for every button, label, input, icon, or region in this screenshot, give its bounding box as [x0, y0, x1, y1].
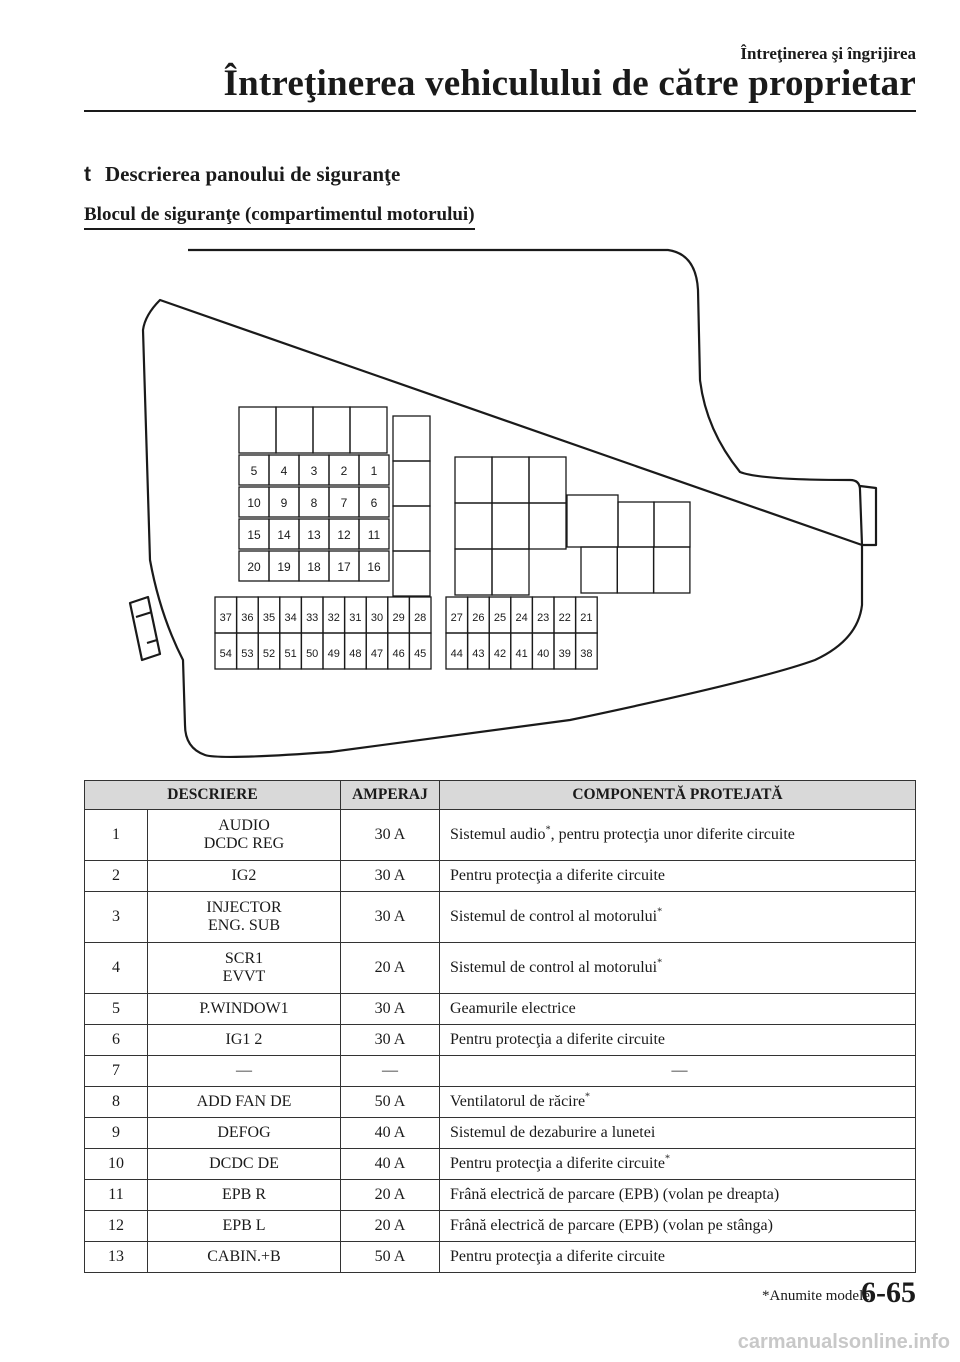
fuse-label: 13	[307, 528, 321, 542]
protected-component	[440, 1087, 916, 1118]
relay-slot	[492, 457, 529, 503]
fuse-label: 46	[392, 648, 405, 660]
table-row	[85, 1025, 916, 1056]
description-line: DEFOG	[217, 1124, 271, 1141]
fuse-label: 33	[306, 612, 319, 624]
fuse-label: 42	[493, 648, 507, 660]
fuse-label: 53	[241, 648, 254, 660]
fuse-description	[148, 892, 341, 943]
fuse-number: 4	[85, 943, 148, 994]
relay-slot	[617, 547, 653, 593]
fuse-label: 20	[247, 560, 261, 574]
fuse-label: 24	[515, 612, 528, 624]
footnote-marker: *	[657, 957, 663, 969]
fuse-label: 7	[340, 496, 348, 510]
table-row	[85, 943, 916, 994]
table-row	[85, 1180, 916, 1211]
page-number: 6-65	[861, 1276, 916, 1309]
fuse-labels	[220, 464, 593, 660]
fuse-label: 4	[280, 464, 288, 478]
fuse-label: 27	[450, 612, 463, 624]
relay-slot	[239, 407, 276, 453]
fuse-label: 19	[277, 560, 291, 574]
table-row	[85, 1087, 916, 1118]
footnote-marker: *	[665, 1153, 671, 1165]
table-row	[85, 1242, 916, 1273]
relay-slot	[654, 547, 690, 593]
component-text: Pentru protecţia a diferite circuite	[450, 1031, 666, 1048]
description-line: SCR1	[224, 950, 264, 967]
description-line: AUDIO	[218, 817, 270, 834]
relay-slot	[393, 506, 430, 551]
protected-component	[440, 810, 916, 861]
description-line: DCDC REG	[203, 835, 285, 852]
relay-slot	[393, 461, 430, 506]
fuse-label: 28	[414, 612, 427, 624]
component-text: Sistemul de control al motorului	[450, 959, 658, 976]
fuse-label: 45	[414, 648, 427, 660]
fuse-description	[148, 1087, 341, 1118]
fuse-label: 3	[310, 464, 318, 478]
relay-slot	[393, 416, 430, 461]
footnote-marker: *	[585, 1091, 591, 1103]
fuse-number: 6	[85, 1025, 148, 1056]
fuse-number: 12	[85, 1211, 148, 1242]
fuse-label: 50	[306, 648, 319, 660]
relay-slot	[393, 551, 430, 596]
description-line: IG1 2	[225, 1031, 263, 1048]
fuse-description	[148, 1149, 341, 1180]
protected-component	[440, 1242, 916, 1273]
fuse-label: 54	[219, 648, 232, 660]
fuse-label: 10	[247, 496, 261, 510]
watermark: carmanualsonline.info	[737, 1331, 950, 1353]
fuse-amperage: 20 A	[341, 1180, 440, 1211]
fuse-label: 8	[310, 496, 318, 510]
fuse-amperage: 20 A	[341, 1211, 440, 1242]
col-header-amperage: AMPERAJ	[341, 781, 440, 810]
table-row	[85, 1056, 916, 1087]
description-line: CABIN.+B	[207, 1248, 281, 1265]
relay-slot	[618, 502, 654, 547]
fuse-amperage: 50 A	[341, 1242, 440, 1273]
fuse-label: 22	[558, 612, 571, 624]
table-row	[85, 861, 916, 892]
fuse-amperage: 50 A	[341, 1087, 440, 1118]
fuse-description	[148, 943, 341, 994]
description-line: EPB L	[222, 1217, 266, 1234]
component-text: Sistemul audio	[450, 826, 546, 843]
relay-slot	[350, 407, 387, 453]
fuse-label: 35	[262, 612, 276, 624]
fuse-label: 18	[307, 560, 321, 574]
relay-slot	[492, 549, 529, 595]
fuse-number: 7	[85, 1056, 148, 1087]
fuse-amperage: 30 A	[341, 994, 440, 1025]
relay-slot	[276, 407, 313, 453]
fuse-label: 48	[349, 648, 362, 660]
component-text: Pentru protecţia a diferite circuite	[450, 867, 666, 884]
fuse-amperage: 30 A	[341, 892, 440, 943]
protected-component	[440, 943, 916, 994]
fuse-label: 30	[370, 612, 384, 624]
fuse-amperage: 40 A	[341, 1118, 440, 1149]
table-row	[85, 1118, 916, 1149]
table-row	[85, 810, 916, 861]
relay-slot	[581, 547, 617, 593]
component-text: —	[671, 1062, 688, 1079]
description-line: EVVT	[222, 968, 266, 985]
fuse-label: 6	[370, 496, 378, 510]
fuse-label: 36	[241, 612, 254, 624]
fuse-label: 1	[370, 464, 378, 478]
fuse-label: 32	[327, 612, 340, 624]
description-line: ADD FAN DE	[196, 1093, 292, 1110]
component-text: Frână electrică de parcare (EPB) (volan pe stânga)	[450, 1217, 773, 1234]
fuse-number: 3	[85, 892, 148, 943]
fuse-label: 14	[277, 528, 291, 542]
fuse-label: 47	[370, 648, 384, 660]
fuse-label: 15	[247, 528, 261, 542]
footnote: *Anumite modele.	[762, 1288, 874, 1304]
fuse-amperage: 30 A	[341, 810, 440, 861]
component-text: Sistemul de control al motorului	[450, 908, 658, 925]
component-text: Frână electrică de parcare (EPB) (volan pe dreapta)	[450, 1186, 780, 1203]
connector-tab	[130, 597, 160, 660]
fuse-label: 38	[580, 648, 593, 660]
table-row	[85, 892, 916, 943]
fuse-label: 16	[367, 560, 381, 574]
fuse-description	[148, 810, 341, 861]
fuse-amperage: —	[341, 1056, 440, 1087]
fuse-amperage: 30 A	[341, 1025, 440, 1056]
relay-slot	[455, 503, 492, 549]
description-line: EPB R	[221, 1186, 266, 1203]
fuse-label: 31	[349, 612, 362, 624]
chapter-label: Întreţinerea şi îngrijirea	[740, 44, 916, 63]
fuse-label: 52	[262, 648, 276, 660]
fuse-description	[148, 1242, 341, 1273]
fuse-description	[148, 994, 341, 1025]
table-row	[85, 1149, 916, 1180]
component-text: Sistemul de dezaburire a lunetei	[450, 1124, 656, 1141]
description-line: DCDC DE	[209, 1155, 279, 1172]
fuse-description	[148, 1180, 341, 1211]
fuse-label: 17	[337, 560, 351, 574]
fuse-label: 9	[280, 496, 288, 510]
fuse-amperage: 40 A	[341, 1149, 440, 1180]
fuse-number: 8	[85, 1087, 148, 1118]
fuse-label: 23	[537, 612, 550, 624]
section-bullet: t	[84, 163, 91, 186]
col-header-component: COMPONENTĂ PROTEJATĂ	[440, 781, 916, 810]
fuse-description	[148, 1025, 341, 1056]
relay-slot	[567, 495, 618, 547]
fuse-label: 25	[493, 612, 507, 624]
section-title-text: Descrierea panoului de siguranţe	[105, 162, 401, 186]
fuse-label: 29	[392, 612, 405, 624]
relay-slot	[492, 503, 529, 549]
description-line: INJECTOR	[206, 899, 282, 916]
description-line: IG2	[231, 867, 257, 884]
protected-component	[440, 994, 916, 1025]
description-line: P.WINDOW1	[199, 1000, 289, 1017]
fuse-table	[84, 780, 916, 1273]
protected-component	[440, 861, 916, 892]
component-text: Ventilatorul de răcire	[450, 1093, 586, 1110]
protected-component	[440, 1211, 916, 1242]
col-header-description: DESCRIERE	[85, 781, 341, 810]
fuse-label: 21	[580, 612, 593, 624]
fuse-number: 10	[85, 1149, 148, 1180]
relay-slot	[654, 502, 690, 547]
fuse-description	[148, 1118, 341, 1149]
fuse-label: 26	[472, 612, 485, 624]
fuse-label: 2	[340, 464, 348, 478]
fuse-label: 34	[284, 612, 297, 624]
fuse-amperage: 30 A	[341, 861, 440, 892]
relay-slot	[313, 407, 350, 453]
relay-slot	[529, 457, 566, 503]
protected-component	[440, 1025, 916, 1056]
relay-slot	[455, 457, 492, 503]
protected-component	[440, 892, 916, 943]
description-line: —	[236, 1062, 252, 1079]
protected-component	[440, 1056, 916, 1087]
protected-component	[440, 1180, 916, 1211]
fuse-table-header	[85, 781, 916, 810]
fuse-description	[148, 861, 341, 892]
table-row	[85, 1211, 916, 1242]
fuse-number: 1	[85, 810, 148, 861]
component-text: Pentru protecţia a diferite circuite	[450, 1248, 666, 1265]
fuse-label: 44	[450, 648, 463, 660]
protected-component	[440, 1118, 916, 1149]
relay-slot	[455, 549, 492, 595]
fuse-label: 12	[337, 528, 351, 542]
fuse-description	[148, 1211, 341, 1242]
fuse-label: 41	[515, 648, 528, 660]
footnote-marker: *	[545, 824, 551, 836]
page-title: Întreţinerea vehiculului de către proprietar	[223, 63, 916, 104]
fuse-number: 9	[85, 1118, 148, 1149]
fuse-number: 5	[85, 994, 148, 1025]
component-text: Geamurile electrice	[450, 1000, 576, 1017]
fuse-label: 51	[284, 648, 297, 660]
fuse-number: 13	[85, 1242, 148, 1273]
footnote-marker: *	[657, 906, 663, 918]
fuse-amperage: 20 A	[341, 943, 440, 994]
fuse-label: 39	[558, 648, 571, 660]
component-text: , pentru protecţia unor diferite circuite	[550, 826, 795, 843]
fuse-label: 5	[250, 464, 258, 478]
component-text: Pentru protecţia a diferite circuite	[450, 1155, 666, 1172]
description-line: ENG. SUB	[207, 917, 280, 934]
protected-component	[440, 1149, 916, 1180]
fuse-label: 11	[367, 528, 381, 542]
fuse-label: 40	[537, 648, 550, 660]
fuse-label: 43	[472, 648, 485, 660]
table-row	[85, 994, 916, 1025]
fuse-number: 11	[85, 1180, 148, 1211]
fuse-label: 37	[219, 612, 232, 624]
section-subtitle: Blocul de siguranţe (compartimentul motorului)	[84, 204, 475, 230]
fuse-label: 49	[327, 648, 340, 660]
fuse-number: 2	[85, 861, 148, 892]
relay-slot	[529, 503, 566, 549]
fuse-description	[148, 1056, 341, 1087]
